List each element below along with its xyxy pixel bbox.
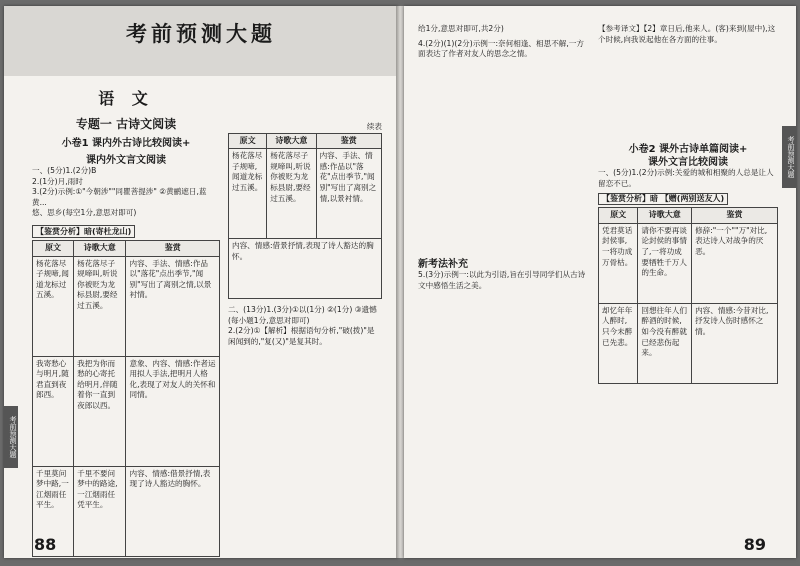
continued-label: 续表 [366, 122, 382, 131]
answer-line: 一、(5分)1.(2分)示例:关爱的城和相聚的人总是让人留恋不已。 [598, 168, 774, 188]
cell-meaning: 杨花落尽子规啼叫,听说你被贬为龙标县尉,要经过五溪。 [74, 256, 126, 356]
table-header: 诗歌大意 [267, 133, 316, 149]
quiz2-title: 小卷2 课外古诗单篇阅读+ [628, 144, 748, 156]
answer-line: 一、(5分)1.(2分)B [32, 166, 97, 175]
cell-meaning: 杨花落尽子规啼叫,听说你被贬为龙标县尉,要经过五溪。 [267, 149, 316, 239]
table-row [33, 356, 220, 466]
table-header: 鉴赏 [316, 133, 381, 149]
cell-meaning: 千里不要问梦中的路途,一江烟雨任凭平生。 [74, 466, 126, 556]
answer-line: 2.(1分)月,雨时 [32, 176, 83, 186]
quiz1-subtitle: 课内外文言文阅读 [86, 155, 166, 166]
right-page [404, 6, 796, 558]
answer-line: 悠、思乡(每空1分,意思对即可) [32, 208, 137, 218]
new-section-title: 新考法补充 [418, 258, 468, 270]
table-header: 原文 [599, 208, 638, 224]
answer-line: 3.(2分)示例:①"今朝涉""同瞿菩提涉" ②黄鹂遮日,蓝黄... [32, 187, 207, 207]
side-tab: 考前预测大题 [782, 126, 796, 188]
topic-title: 专题一 古诗文阅读 [75, 117, 177, 131]
cell-original: 却忆年年人醉时,只今未醉已先悲。 [599, 303, 638, 383]
cell-original: 杨花落尽子规啼,闻道龙标过五溪。 [229, 149, 267, 239]
table-row [599, 303, 778, 383]
table-row [33, 466, 220, 556]
poem-table-continued [228, 133, 382, 300]
left-page [4, 6, 398, 558]
answer-line: 2.(2分)①【解析】根据语句分析,"破(拨)"是闲闻到的,"复(又)"是复其时。 [228, 326, 375, 346]
answer-line: 4.(2分)(1)(2分)示例一:奈何相逢、相思不解,一方面表达了作者对友人的思念之情。 [418, 38, 584, 59]
answer-line: 给1分,意思对即可,共2分) [418, 24, 504, 33]
subject-title: 语 文 [98, 89, 154, 108]
table-row [33, 256, 220, 356]
cell-note: 内容、情感:借景抒情,表现了诗人豁达的胸怀。 [229, 239, 382, 299]
cell-note: 修辞:"一个""万"对比,表达诗人对战争的厌恶。 [692, 223, 778, 303]
cell-note: 内容、情感:今昔对比,抒发诗人伤时感怀之情。 [692, 303, 778, 383]
table-header: 原文 [33, 240, 74, 256]
table-header: 鉴赏 [692, 208, 778, 224]
table-header: 诗歌大意 [74, 240, 126, 256]
cell-meaning: 回想往年人们醉酒的时候,如今没有醉就已经悲伤起来。 [638, 303, 692, 383]
table-header: 诗歌大意 [638, 208, 692, 224]
table-row [599, 223, 778, 303]
cell-meaning: 我把为你而愁的心寄托给明月,伴随着你一直到夜郎以西。 [74, 356, 126, 466]
page-title: 考前预测大题 [126, 22, 276, 46]
analysis-heading: 【鉴赏分析】暗(寄杜龙山) [32, 225, 135, 238]
table-row [229, 149, 382, 239]
cell-original: 千里莫问梦中路,一江烟雨任平生。 [33, 466, 74, 556]
reference-note: 【参考译文】【2】章日后,他来人。(客)来到(屋中),这个时候,向我说起他在各方面的往事。 [598, 24, 776, 44]
answer-line: 5.(3分)示例一:以此为引语,旨在引导同学们从古诗文中感悟生活之美。 [418, 270, 586, 290]
cell-note: 意象、内容、情感:作者运用拟人手法,把明月人格化,表现了对友人的关怀和同情。 [126, 356, 220, 466]
poem-table [32, 240, 220, 557]
cell-note: 内容、手法、情感:作品以"落花"点出季节,"闻别"写出了离别之情,以景衬情。 [126, 256, 220, 356]
cell-meaning: 请你不要再谈论封侯的事情了,一将功成要牺牲千万人的生命。 [638, 223, 692, 303]
quiz1-title: 小卷1 课内外古诗比较阅读+ [61, 138, 191, 149]
poem-table-right [598, 207, 778, 384]
side-tab: 考前预测大题 [4, 406, 18, 468]
analysis-heading: 【鉴赏分析】暗 【赠(两别送友人) [598, 193, 728, 206]
table-row [229, 239, 382, 299]
answer-line: 二、(13分)1.(3分)①以(1分) ②(1分) ③遗憾(每小题1分,意思对即可) [228, 305, 377, 325]
cell-original: 杨花落尽子规啼,闻道龙标过五溪。 [33, 256, 74, 356]
page-number: 88 [34, 535, 57, 554]
table-header: 原文 [229, 133, 267, 149]
cell-original: 凭君莫话封侯事,一将功成万骨枯。 [599, 223, 638, 303]
cell-original: 我寄愁心与明月,随君直到夜郎西。 [33, 356, 74, 466]
cell-note: 内容、情感:借景抒情,表现了诗人豁达的胸怀。 [126, 466, 220, 556]
quiz2-subtitle: 课外文言比较阅读 [648, 156, 728, 168]
page-number: 89 [743, 535, 766, 554]
table-header: 鉴赏 [126, 240, 220, 256]
cell-note: 内容、手法、情感:作品以"落花"点出季节,"闻别"写出了离别之情,以景衬情。 [316, 149, 381, 239]
